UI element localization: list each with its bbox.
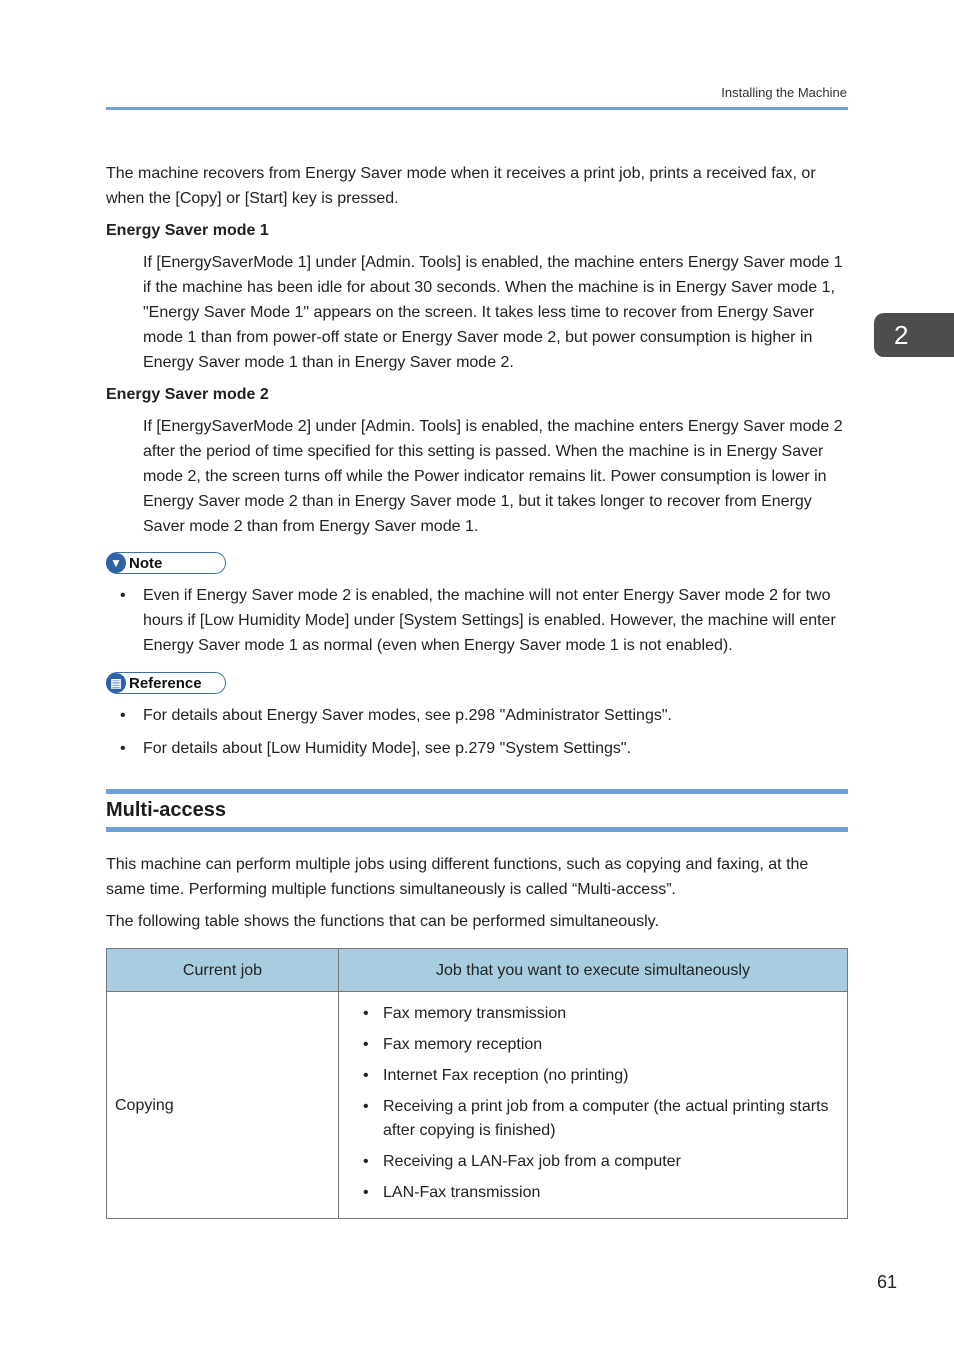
reference-book-icon: ▤ bbox=[106, 673, 126, 693]
list-item: • LAN-Fax transmission bbox=[363, 1184, 541, 1201]
list-item: • For details about [Low Humidity Mode], see p.279 "System Settings". bbox=[120, 740, 632, 757]
list-item: • Fax memory reception bbox=[363, 1036, 543, 1053]
page-number: 61 bbox=[876, 1272, 897, 1292]
table-header-current-job: Current job bbox=[107, 949, 339, 992]
intro-paragraph: The machine recovers from Energy Saver mode when it receives a print job, prints a received fax, or when the [Copy] or [Start] key is pressed. bbox=[106, 165, 816, 207]
list-item: • Fax memory transmission bbox=[363, 1005, 567, 1022]
table-header-simultaneous-job: Job that you want to execute simultaneously bbox=[339, 949, 848, 992]
mode-2-definition: If [EnergySaverMode 2] under [Admin. Tools] is enabled, the machine enters Energy Saver mode 2 after the period of time specified for this setting is passed. When the machine is in Energy Saver mode 2, the screen turns off while the Power indicator remains lit. Power consumption is lower in Energy Saver mode 2 than in Energy Saver mode 1, but it takes longer to recover from Energy Saver mode 2 than from Energy Saver mode 1. bbox=[143, 418, 843, 535]
header-rule bbox=[106, 107, 848, 110]
list-item: • Receiving a LAN-Fax job from a computer bbox=[363, 1153, 681, 1170]
note-list bbox=[106, 583, 848, 658]
running-header: Installing the Machine bbox=[721, 85, 847, 100]
section-paragraph: This machine can perform multiple jobs using different functions, such as copying and faxing, at the same time. Performing multiple functions simultaneously is called “Multi-access”. bbox=[106, 856, 809, 898]
reference-label bbox=[106, 672, 226, 694]
table-row bbox=[107, 992, 848, 1219]
list-item: • Even if Energy Saver mode 2 is enabled, the machine will not enter Energy Saver mode 2 for two hours if [Low Humidity Mode] under [System Settings] is enabled. However, the machine will enter Energy Saver mode 1 as normal (even when Energy Saver mode 1 is not enabled). bbox=[120, 587, 836, 654]
table-cell-simultaneous-jobs bbox=[339, 992, 848, 1219]
mode-2-term: Energy Saver mode 2 bbox=[106, 386, 269, 403]
list-item: • For details about Energy Saver modes, see p.298 "Administrator Settings". bbox=[120, 707, 672, 724]
mode-1-term: Energy Saver mode 1 bbox=[106, 222, 269, 239]
chapter-tab: 2 bbox=[874, 313, 954, 357]
reference-list bbox=[106, 703, 848, 761]
page-content bbox=[106, 161, 848, 1219]
note-label-text: Note bbox=[129, 554, 163, 572]
note-label bbox=[106, 552, 226, 574]
reference-label-text: Reference bbox=[129, 674, 202, 692]
list-item: • Receiving a print job from a computer (the actual printing starts after copying is finished) bbox=[363, 1098, 829, 1139]
table-cell-current-job: Copying bbox=[107, 992, 339, 1219]
section-paragraph: The following table shows the functions that can be performed simultaneously. bbox=[106, 913, 659, 930]
section-title: Multi-access bbox=[106, 799, 227, 821]
multi-access-table bbox=[106, 948, 848, 1219]
mode-1-definition: If [EnergySaverMode 1] under [Admin. Tools] is enabled, the machine enters Energy Saver mode 1 if the machine has been idle for about 30 seconds. When the machine is in Energy Saver mode 1, "Energy Saver Mode 1" appears on the screen. It takes less time to recover from Energy Saver mode 1 than from power-off state or Energy Saver mode 2, but power consumption is higher in Energy Saver mode 1 than in Energy Saver mode 2. bbox=[143, 254, 843, 371]
section-heading-bar bbox=[106, 789, 848, 832]
note-arrow-icon: ▼ bbox=[106, 553, 126, 573]
list-item: • Internet Fax reception (no printing) bbox=[363, 1067, 629, 1084]
